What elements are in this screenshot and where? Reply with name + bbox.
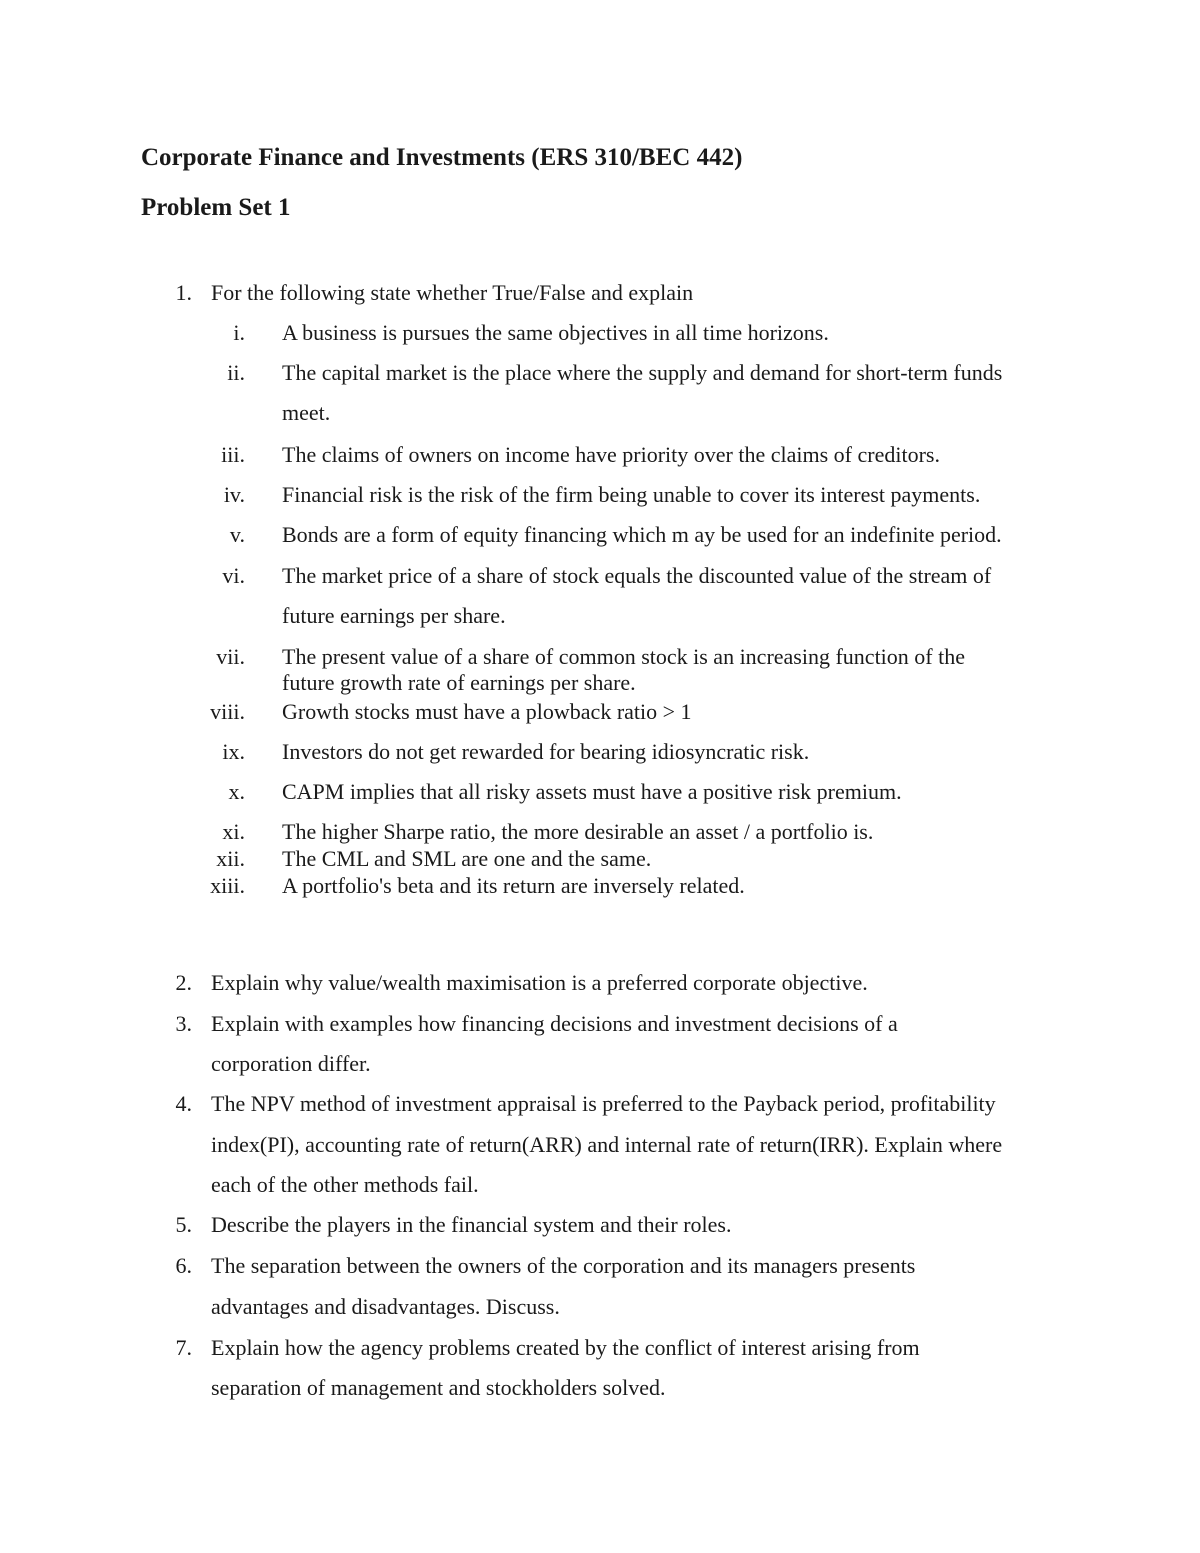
subitem-xiii-label: xiii.	[210, 873, 245, 898]
question-1-number: 1.	[175, 280, 192, 305]
subitem-viii-text: Growth stocks must have a plowback ratio > 1	[282, 699, 692, 724]
question-6-text-line1: The separation between the owners of the corporation and its managers presents	[211, 1253, 916, 1278]
subitem-x-text: CAPM implies that all risky assets must have a positive risk premium.	[282, 779, 902, 804]
subitem-iv-text: Financial risk is the risk of the firm being unable to cover its interest payments.	[282, 482, 981, 507]
subitem-ix-text: Investors do not get rewarded for bearing idiosyncratic risk.	[282, 739, 810, 764]
question-4-number: 4.	[175, 1091, 192, 1116]
question-7-number: 7.	[175, 1335, 192, 1360]
subitem-vii-text-line2: future growth rate of earnings per share.	[282, 670, 636, 695]
question-2-number: 2.	[175, 970, 192, 995]
subitem-vi-text-line2: future earnings per share.	[282, 603, 506, 628]
question-5-number: 5.	[175, 1212, 192, 1237]
subitem-xii-label: xii.	[216, 846, 245, 871]
question-4-text-line1: The NPV method of investment appraisal is preferred to the Payback period, profitability	[211, 1091, 996, 1116]
question-7-text-line2: separation of management and stockholders solved.	[211, 1375, 666, 1400]
question-6-number: 6.	[175, 1253, 192, 1278]
question-4-text-line2: index(PI), accounting rate of return(ARR) and internal rate of return(IRR). Explain where	[211, 1132, 1003, 1157]
subitem-i-text: A business is pursues the same objectives in all time horizons.	[282, 320, 829, 345]
subitem-ii-text-line2: meet.	[282, 400, 331, 425]
subitem-iii-text: The claims of owners on income have priority over the claims of creditors.	[282, 442, 940, 467]
subitem-viii-label: viii.	[210, 699, 245, 724]
question-4-text-line3: each of the other methods fail.	[211, 1172, 479, 1197]
question-3-text-line2: corporation differ.	[211, 1051, 371, 1076]
subitem-vi-text-line1: The market price of a share of stock equals the discounted value of the stream of	[282, 563, 992, 588]
subitem-vii-label: vii.	[216, 644, 245, 669]
subitem-xiii-text: A portfolio's beta and its return are inversely related.	[282, 873, 745, 898]
question-7-text-line1: Explain how the agency problems created by the conflict of interest arising from	[211, 1335, 920, 1360]
question-5-text: Describe the players in the financial system and their roles.	[211, 1212, 732, 1237]
subitem-xi-label: xi.	[222, 819, 245, 844]
subitem-i-label: i.	[233, 320, 245, 345]
subitem-iv-label: iv.	[223, 482, 245, 507]
question-3-text-line1: Explain with examples how financing decisions and investment decisions of a	[211, 1011, 898, 1036]
subitem-ii-label: ii.	[227, 360, 245, 385]
document-title: Corporate Finance and Investments (ERS 310/BEC 442)	[141, 144, 743, 171]
subitem-ii-text-line1: The capital market is the place where the supply and demand for short-term funds	[282, 360, 1003, 385]
subitem-vii-text-line1: The present value of a share of common stock is an increasing function of the	[282, 644, 965, 669]
subitem-iii-label: iii.	[221, 442, 245, 467]
question-1-text: For the following state whether True/False and explain	[211, 280, 694, 305]
document-subtitle: Problem Set 1	[141, 194, 291, 221]
question-3-number: 3.	[175, 1011, 192, 1036]
question-2-text: Explain why value/wealth maximisation is a preferred corporate objective.	[211, 970, 868, 995]
question-6-text-line2: advantages and disadvantages. Discuss.	[211, 1294, 560, 1319]
subitem-vi-label: vi.	[222, 563, 245, 588]
subitem-v-label: v.	[229, 522, 245, 547]
subitem-xii-text: The CML and SML are one and the same.	[282, 846, 652, 871]
subitem-ix-label: ix.	[222, 739, 245, 764]
subitem-xi-text: The higher Sharpe ratio, the more desirable an asset / a portfolio is.	[282, 819, 874, 844]
subitem-v-text: Bonds are a form of equity financing which m ay be used for an indefinite period.	[282, 522, 1002, 547]
subitem-x-label: x.	[228, 779, 245, 804]
